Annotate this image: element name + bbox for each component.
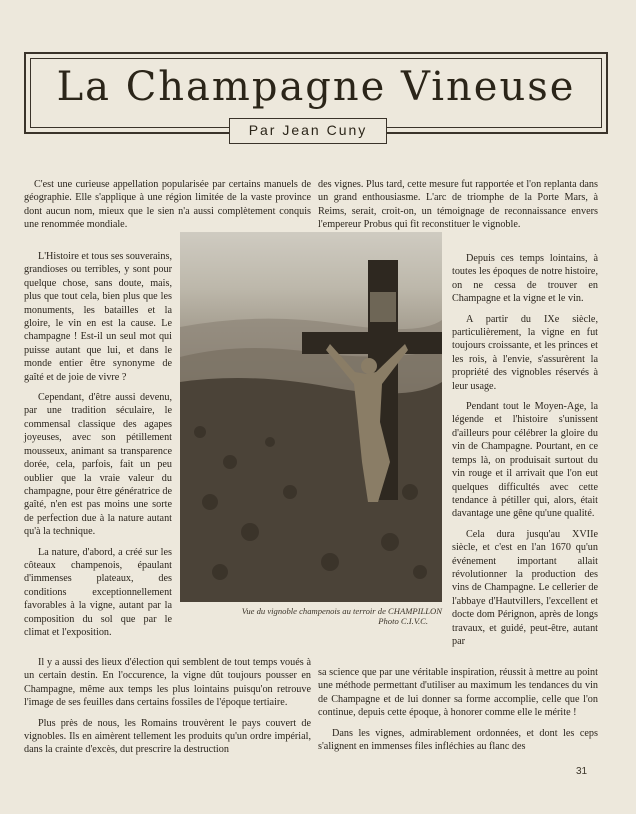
right-paragraph-3: Pendant tout le Moyen-Age, la légende et l'histoire s'unissent d'ailleurs pour célébrer la gloire du vin de Champagne. Pourtant, en ce temps là, on produisait surtout du vin rouge et il arrivait que l'on eut quelques difficultés avec cette tendance à pétiller qui, alors, était davantage une gêne qu'une qualité. — [452, 401, 598, 520]
right-paragraph-4: Cela dura jusqu'au XVIIe siècle, et c'est en l'an 1670 qu'un événement important allait révolutionner la production des vins de Champagne. Le cellerier de l'abbaye d'Hautvillers, l'excellent et docte dom Pérignon, après de longs travaux, et guidé, peut-être, autant par — [452, 528, 598, 647]
right-top-paragraph — [318, 178, 598, 239]
bottom-right-paragraph-1: sa science que par une véritable inspiration, réussit à mettre au point une méthode permettant d'utiliser au maximum les tendances du vin de Champagne et de lui donner sa forme accomplie, celle que l'on continue, depuis cette époque, à honorer comme elle le mérite ! — [318, 667, 598, 719]
intro-paragraph — [24, 178, 311, 239]
right-paragraph-2: A partir du IXe siècle, particulièrement, la vigne en fut toujours croissante, et les princes et les rois, à l'envie, s'assurèrent la propriété des vignobles réservés à leur usage. — [452, 313, 598, 392]
bottom-left-paragraph-2: Plus près de nous, les Romains trouvèrent le pays couvert de vignobles. Ils en aimèrent tellement les produits qu'un ordre impérial, dans la crainte d'excès, dut prescrire la destruction — [24, 717, 311, 756]
bottom-right-paragraph-2: Dans les vignes, admirablement ordonnées, et dont les ceps s'alignent en immenses files infléchies au flanc des — [318, 727, 598, 753]
left-paragraph-1: L'Histoire et tous ses souverains, grandioses ou terribles, y sont pour quelque chose, sans doute, mais, plus que tout cela, bien plus que les monuments, les batailles et la gloire, le vin en est la cause. Le champagne ! Est-il un seul mot qui puisse autant que lui, et dans le monde entier être synonyme de gaîté et de joie de vivre ? — [24, 251, 172, 383]
bottom-left-column — [24, 656, 311, 764]
caption-text: Vue du vignoble champenois au terroir de CHAMPILLON — [241, 606, 442, 616]
right-column — [452, 252, 598, 655]
left-column — [24, 250, 172, 646]
intro-text: C'est une curieuse appellation popularisée par certains manuels de géographie. Elle s'applique à une région limitée de la vaste province dont aucun nom, mieux que le sien n'a aussi complètement conquis une renommée mondiale. — [24, 179, 311, 231]
photo-credit: Photo C.I.V.C. — [378, 616, 428, 626]
article-title: La Champagne Vineuse — [56, 64, 576, 110]
bottom-right-column — [318, 666, 598, 760]
byline: Par Jean Cuny — [229, 118, 387, 144]
bottom-left-paragraph-1: Il y a aussi des lieux d'élection qui semblent de tout temps voués à un certain destin. En l'occurence, la vigne dût toujours pousser en Champagne, même aux temps les plus lointains puisqu'on retrouve l'image de ses feuilles dans certains fossiles de l'époque tertiaire. — [24, 657, 311, 709]
left-paragraph-3: La nature, d'abord, a créé sur les côteaux champenois, épaulant d'immenses plateaux, des conditions exceptionnellement favorables à la vigne, autant par la composition du sol que par le climat et l'exposition. — [24, 546, 172, 638]
photo-caption — [180, 606, 442, 626]
vineyard-crucifix-photo — [180, 232, 442, 602]
right-paragraph-1: Depuis ces temps lointains, à toutes les époques de notre histoire, on ne cessa de trouver en Champagne et la vigne et le vin. — [452, 253, 598, 305]
left-paragraph-2: Cependant, d'être aussi devenu, par une tradition séculaire, le commensal classique des agapes joyeuses, avec son pétillement mousseux, animant sa transparence dorée, cela, parfois, fait un peu oublier que la vraie valeur du champagne, pour être génératrice de gaîté, n'en est pas moins une sorte de perfection due à la nature autant qu'à la technique. — [24, 392, 172, 538]
page-number: 31 — [576, 766, 588, 777]
right-top-text: des vignes. Plus tard, cette mesure fut rapportée et l'on replanta dans un grand enthousiasme. L'arc de triomphe de la Porte Mars, à Reims, serait, croit-on, un témoignage de reconnaissance envers l'empereur Probus qui fit reconstituer le vignoble. — [318, 179, 598, 231]
